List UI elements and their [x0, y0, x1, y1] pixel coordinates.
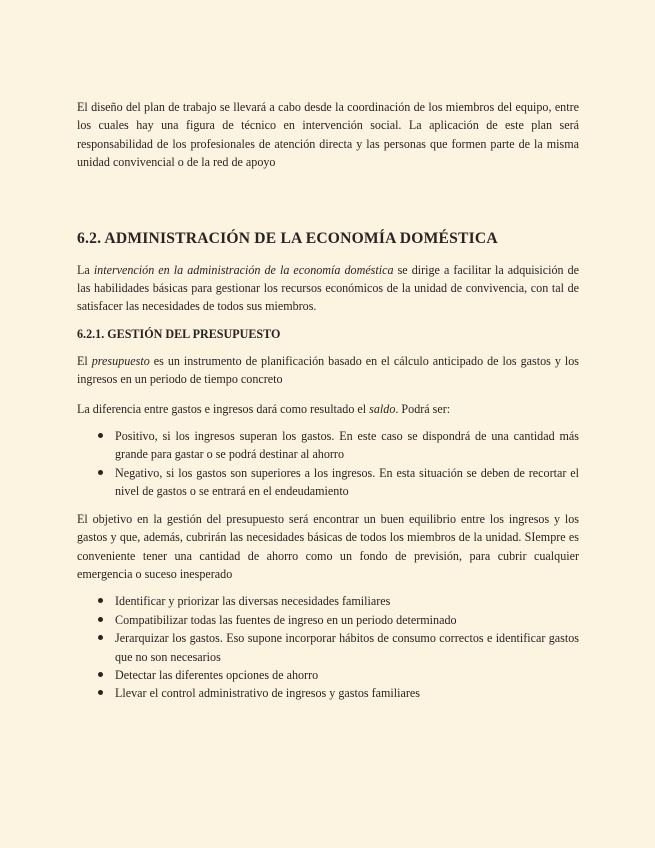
section-title: 6.2. ADMINISTRACIÓN DE LA ECONOMÍA DOMÉSTICA	[77, 229, 498, 247]
bullet-icon	[98, 635, 103, 640]
goals-list	[77, 592, 579, 702]
list-item: Detectar las diferentes opciones de ahorro	[77, 666, 579, 684]
bullet-icon	[98, 470, 103, 475]
saldo-list	[77, 427, 579, 501]
bullet-icon	[98, 690, 103, 695]
intro-paragraph: El diseño del plan de trabajo se llevará a cabo desde la coordinación de los miembros del equipo, entre los cuales hay una figura de técnico en intervención social. La aplicación de este plan será responsabilidad de los profesionales de atención directa y las personas que formen parte de la misma unidad convivencial o de la red de apoyo	[77, 100, 579, 170]
subsection-title: 6.2.1. GESTIÓN DEL PRESUPUESTO	[77, 326, 281, 341]
list-item: Positivo, si los ingresos superan los gastos. En este caso se dispondrá de una cantidad más grande para gastar o se podrá destinar al ahorro	[77, 427, 579, 464]
document-content	[77, 98, 579, 703]
bullet-icon	[98, 617, 103, 622]
list-item: Identificar y priorizar las diversas necesidades familiares	[77, 592, 579, 610]
saldo-paragraph: La diferencia entre gastos e ingresos dará como resultado el saldo. Podrá ser:	[77, 401, 451, 416]
bullet-icon	[98, 672, 103, 677]
section-paragraph: La intervención en la administración de la economía doméstica se dirige a facilitar la adquisición de las habilidades básicas para gestionar los recursos económicos de la unidad de convivencia, con tal de satisfacer las necesidades de todos sus miembros.	[77, 262, 580, 314]
emphasis-text: saldo	[369, 401, 396, 416]
bullet-icon	[98, 598, 103, 603]
list-item: Negativo, si los gastos son superiores a los ingresos. En esta situación se deben de recortar el nivel de gastos o se entrará en el endeudamiento	[77, 464, 579, 501]
list-item: Jerarquizar los gastos. Eso supone incorporar hábitos de consumo correctos e identificar gastos que no son necesarios	[77, 629, 579, 666]
list-item: Compatibilizar todas las fuentes de ingreso en un periodo determinado	[77, 611, 579, 629]
bullet-icon	[98, 433, 103, 438]
emphasis-text: presupuesto	[91, 353, 150, 368]
presupuesto-paragraph: El presupuesto es un instrumento de planificación basado en el cálculo anticipado de los gastos y los ingresos en un periodo de tiempo concreto	[77, 353, 579, 387]
objective-paragraph: El objetivo en la gestión del presupuesto será encontrar un buen equilibrio entre los ingresos y los gastos y que, además, cubrirán las necesidades básicas de todos los miembros de la unidad. SIempre es conveniente tener una cantidad de ahorro como un fondo de previsión, para cubrir cualquier emergencia o suceso inesperado	[77, 511, 579, 581]
list-item: Llevar el control administrativo de ingresos y gastos familiares	[77, 684, 579, 702]
emphasis-text: intervención en la administración de la economía doméstica	[93, 262, 394, 277]
